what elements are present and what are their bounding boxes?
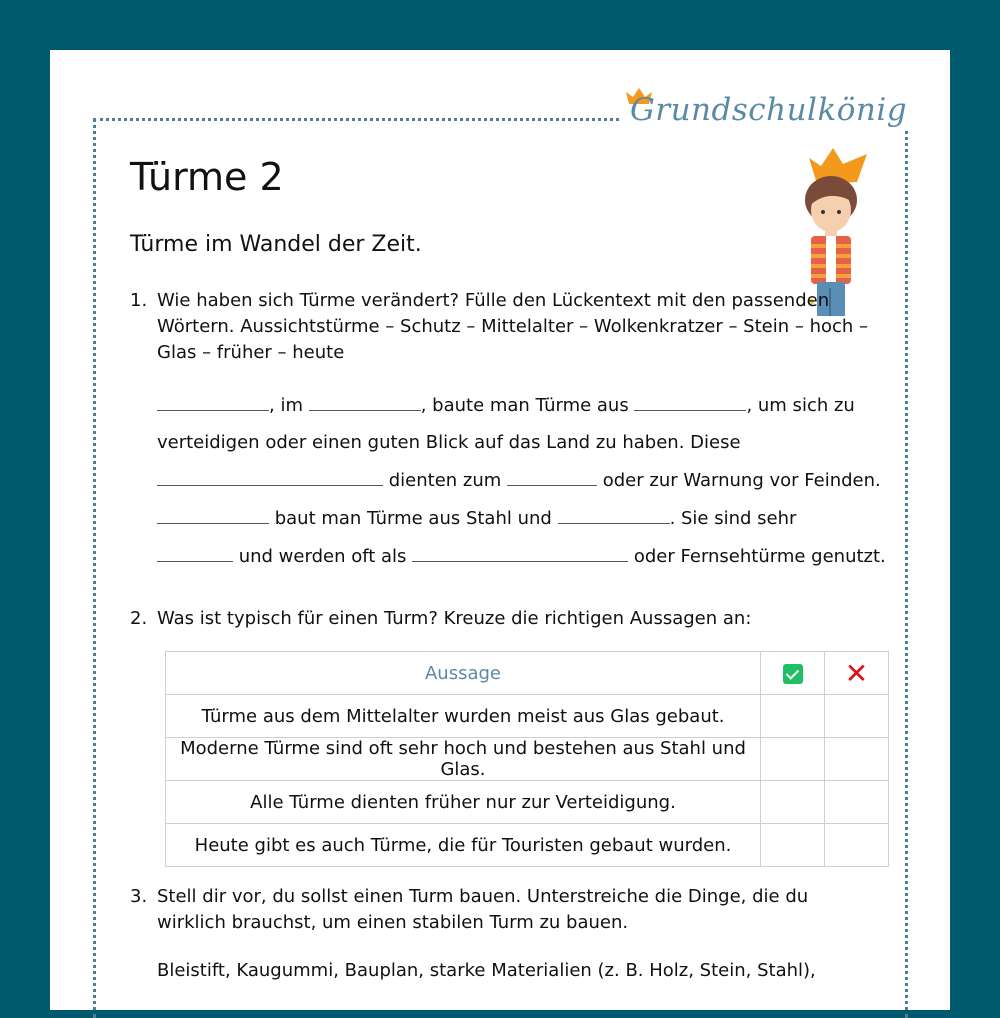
blank-input[interactable] xyxy=(157,471,383,486)
table-row xyxy=(166,738,889,781)
true-cell[interactable] xyxy=(761,824,825,867)
statement-text: Alle Türme dienten früher nur zur Verteidigung. xyxy=(166,781,761,824)
gap-line-2 xyxy=(157,432,741,453)
table-row xyxy=(166,781,889,824)
blank-input[interactable] xyxy=(157,509,269,524)
statement-text: Heute gibt es auch Türme, die für Touristen gebaut wurden. xyxy=(166,824,761,867)
false-cell[interactable] xyxy=(825,695,889,738)
check-icon xyxy=(783,664,803,684)
gap-text: , um sich zu xyxy=(746,395,855,416)
task-1-number: 1. xyxy=(130,290,148,311)
header-false xyxy=(825,652,889,695)
statement-text: Türme aus dem Mittelalter wurden meist aus Glas gebaut. xyxy=(166,695,761,738)
task-2-prompt: Was ist typisch für einen Turm? Kreuze die richtigen Aussagen an: xyxy=(157,608,752,629)
task-1-prompt: Wie haben sich Türme verändert? Fülle den Lückentext mit den passenden Wörtern. Aussichtstürme – Schutz – Mittelalter – Wolkenkratzer – Stein – hoch – Glas – früher – heute xyxy=(157,290,869,363)
task-3 xyxy=(130,884,870,936)
gap-line-4 xyxy=(157,508,796,529)
gap-text: verteidigen oder einen guten Blick auf das Land zu haben. Diese xyxy=(157,432,741,453)
blank-input[interactable] xyxy=(157,396,269,411)
header-true xyxy=(761,652,825,695)
blank-input[interactable] xyxy=(558,509,670,524)
table-header-row xyxy=(166,652,889,695)
false-cell[interactable] xyxy=(825,738,889,781)
blank-input[interactable] xyxy=(507,471,597,486)
table-row xyxy=(166,824,889,867)
gap-text: baut man Türme aus Stahl und xyxy=(269,508,558,529)
task-2 xyxy=(130,606,870,632)
page-title: Türme 2 xyxy=(130,155,284,199)
blank-input[interactable] xyxy=(309,396,421,411)
task-3-number: 3. xyxy=(130,886,148,907)
task-2-number: 2. xyxy=(130,608,148,629)
task-3-items: Bleistift, Kaugummi, Bauplan, starke Materialien (z. B. Holz, Stein, Stahl), xyxy=(157,960,816,981)
task-3-prompt: Stell dir vor, du sollst einen Turm bauen. Unterstreiche die Dinge, die du wirklich brauchst, um einen stabilen Turm zu bauen. xyxy=(157,886,809,933)
blank-input[interactable] xyxy=(157,547,233,562)
gap-text: , baute man Türme aus xyxy=(420,395,635,416)
gap-line-3 xyxy=(157,470,881,491)
gap-text: oder Fernsehtürme genutzt. xyxy=(628,546,886,567)
page-subtitle: Türme im Wandel der Zeit. xyxy=(130,232,422,257)
blank-input[interactable] xyxy=(634,396,746,411)
gap-text: oder zur Warnung vor Feinden. xyxy=(597,470,881,491)
gap-text: . Sie sind sehr xyxy=(669,508,797,529)
header-aussage: Aussage xyxy=(166,652,761,695)
cross-icon: ✕ xyxy=(844,656,869,690)
true-cell[interactable] xyxy=(761,695,825,738)
brand-logo: Grundschulkönig xyxy=(630,92,908,128)
true-cell[interactable] xyxy=(761,781,825,824)
gap-line-1 xyxy=(157,395,855,416)
statements-table xyxy=(165,651,889,867)
table-row xyxy=(166,695,889,738)
false-cell[interactable] xyxy=(825,781,889,824)
gap-text: und werden oft als xyxy=(233,546,413,567)
true-cell[interactable] xyxy=(761,738,825,781)
statement-text: Moderne Türme sind oft sehr hoch und bestehen aus Stahl und Glas. xyxy=(166,738,761,781)
gap-text: , im xyxy=(269,395,309,416)
gap-text: dienten zum xyxy=(383,470,508,491)
task-1 xyxy=(130,288,870,366)
false-cell[interactable] xyxy=(825,824,889,867)
blank-input[interactable] xyxy=(412,547,628,562)
gap-line-5 xyxy=(157,546,886,567)
